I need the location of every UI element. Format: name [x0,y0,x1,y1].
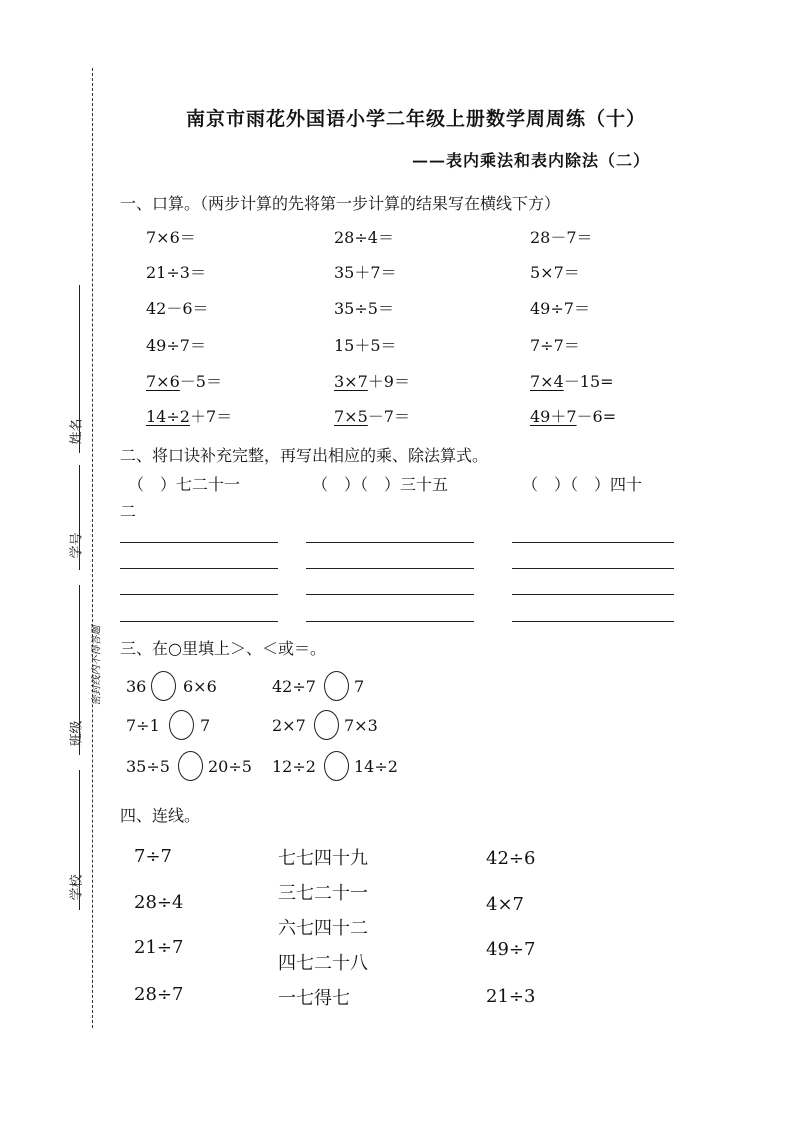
school-label: 学校 [69,874,85,901]
class-field-line[interactable] [79,585,80,755]
page-title: 南京市雨花外国语小学二年级上册数学周周练（十） [186,108,647,130]
answer-line[interactable] [306,568,474,569]
answer-line[interactable] [512,594,674,595]
seal-dashed-line [92,68,93,1028]
section2-heading: 二、将口诀补充完整，再写出相应的乘、除法算式。 [120,446,489,465]
link-right-item[interactable]: 42÷6 [486,848,536,869]
link-left-item[interactable]: 21÷7 [134,937,184,958]
calc-item-two-step[interactable]: 7×5－7＝ [334,407,410,426]
compare-circle[interactable] [324,671,349,701]
compare-circle[interactable] [169,710,194,740]
link-right-item[interactable]: 4×7 [486,894,524,915]
compare-left: 36 [126,677,147,696]
link-right-item[interactable]: 49÷7 [486,939,536,960]
compare-circle[interactable] [178,751,203,781]
seal-note: 密封线内不得答题 [91,625,103,706]
compare-right: 7 [200,716,211,735]
link-left-item[interactable]: 28÷7 [134,984,184,1005]
link-right-item[interactable]: 21÷3 [486,986,536,1007]
answer-line[interactable] [306,621,474,622]
compare-right: 20÷5 [208,757,252,776]
rhyme-item[interactable]: （ ）七二十一 [128,475,241,494]
calc-item[interactable]: 28－7＝ [530,228,593,247]
section4-heading: 四、连线。 [120,806,201,825]
calc-item-two-step[interactable]: 14÷2＋7＝ [146,407,233,426]
link-middle-item[interactable]: 六七四十二 [278,918,368,939]
link-left-item[interactable]: 28÷4 [134,892,184,913]
student-no-label: 学号 [69,532,85,559]
compare-left: 12÷2 [272,757,316,776]
compare-left: 42÷7 [272,677,316,696]
section1-heading: 一、口算。（两步计算的先将第一步计算的结果写在横线下方） [120,194,561,213]
calc-item[interactable]: 49÷7＝ [530,299,590,318]
calc-item[interactable]: 28÷4＝ [334,228,394,247]
answer-line[interactable] [120,542,278,543]
compare-circle[interactable] [151,671,176,701]
school-field-line[interactable] [79,770,80,910]
compare-right: 6×6 [183,677,217,696]
calc-item[interactable]: 5×7＝ [530,263,580,282]
calc-item[interactable]: 21÷3＝ [146,263,206,282]
student-no-field-line[interactable] [79,465,80,570]
calc-item-two-step[interactable]: 49＋7－6= [530,407,617,426]
compare-right: 7 [354,677,365,696]
compare-left: 35÷5 [126,757,170,776]
page-subtitle: ——表内乘法和表内除法（二） [412,151,651,170]
class-label: 班级 [69,720,85,747]
compare-right: 7×3 [344,716,378,735]
compare-left: 2×7 [272,716,306,735]
link-middle-item[interactable]: 三七二十一 [278,883,368,904]
calc-item[interactable]: 7×6＝ [146,228,196,247]
calc-item[interactable]: 35÷5＝ [334,299,394,318]
link-left-item[interactable]: 7÷7 [134,846,172,867]
calc-item[interactable]: 42－6＝ [146,299,209,318]
answer-line[interactable] [120,568,278,569]
calc-item-two-step[interactable]: 7×6－5＝ [146,372,222,391]
section3-heading: 三、在○里填上＞、＜或＝。 [120,639,326,658]
calc-item[interactable]: 49÷7＝ [146,336,206,355]
name-label: 姓名 [69,418,85,445]
answer-line[interactable] [512,621,674,622]
rhyme-item[interactable]: （ ）（ ）四十 [522,475,643,494]
rhyme-item-wrap: 二 [120,502,137,521]
link-middle-item[interactable]: 四七二十八 [278,953,368,974]
compare-circle[interactable] [324,751,349,781]
compare-circle[interactable] [314,710,339,740]
answer-line[interactable] [512,568,674,569]
compare-right: 14÷2 [354,757,398,776]
rhyme-item[interactable]: （ ）（ ）三十五 [312,475,449,494]
answer-line[interactable] [512,542,674,543]
compare-left: 7÷1 [126,716,160,735]
calc-item[interactable]: 7÷7＝ [530,336,580,355]
name-field-line[interactable] [79,285,80,453]
calc-item[interactable]: 35＋7＝ [334,263,397,282]
calc-item-two-step[interactable]: 7×4－15= [530,372,614,391]
answer-line[interactable] [120,621,278,622]
link-middle-item[interactable]: 一七得七 [278,988,350,1009]
answer-line[interactable] [306,542,474,543]
answer-line[interactable] [306,594,474,595]
link-middle-item[interactable]: 七七四十九 [278,848,368,869]
calc-item-two-step[interactable]: 3×7＋9＝ [334,372,410,391]
calc-item[interactable]: 15＋5＝ [334,336,397,355]
answer-line[interactable] [120,594,278,595]
